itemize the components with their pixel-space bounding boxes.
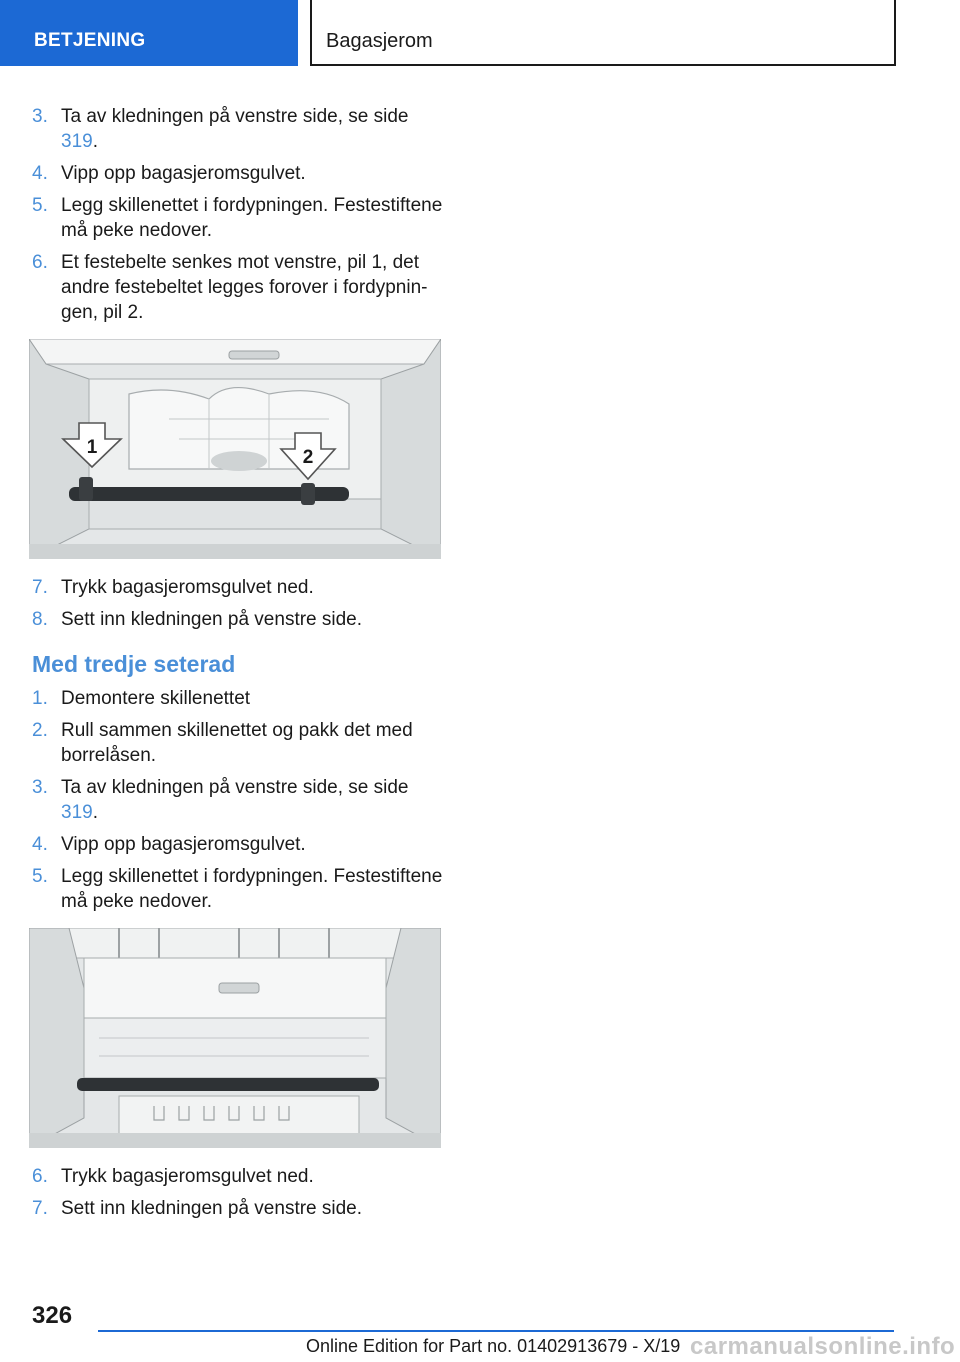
- step-text: Ta av kledningen på venstre side, se side: [61, 106, 409, 127]
- step-number: 2.: [32, 720, 48, 741]
- step-item: [32, 607, 444, 632]
- step-item: [32, 832, 444, 857]
- step-item: [32, 1196, 444, 1221]
- step-list-2: [32, 575, 444, 632]
- section-tab: [0, 0, 298, 66]
- page-header: [0, 0, 960, 66]
- step-text: Legg skillenettet i fordypningen. Festestiftene må peke nedover.: [61, 195, 443, 241]
- step-number: 5.: [32, 866, 48, 887]
- step-item: [32, 718, 444, 768]
- step-item: [32, 250, 444, 325]
- step-item: [32, 864, 444, 914]
- section-label: BETJENING: [34, 30, 146, 51]
- arrow-1-label: 1: [86, 437, 98, 458]
- chapter-title-box: [310, 0, 896, 66]
- step-item: 3. Ta av kledningen på venstre side, se side 319.: [32, 777, 409, 823]
- step-number: 7.: [32, 577, 48, 598]
- trunk-partition-net-illustration: [29, 339, 441, 559]
- step-list-3: [32, 686, 444, 914]
- step-list-4: [32, 1164, 444, 1221]
- chapter-title: Bagasjerom: [326, 30, 433, 52]
- step-text: Trykk bagasjeromsgulvet ned.: [61, 577, 314, 598]
- arrow-2-label: 2: [302, 447, 314, 468]
- page-reference-link[interactable]: 319: [61, 131, 93, 152]
- section-heading: Med tredje seterad: [32, 651, 236, 677]
- step-text: Sett inn kledningen på venstre side.: [61, 609, 363, 630]
- step-number: 7.: [32, 1198, 48, 1219]
- step-number: 4.: [32, 163, 48, 184]
- page-number: 326: [32, 1302, 73, 1329]
- step-text: Demontere skillenettet: [61, 688, 251, 709]
- strap-2: [301, 483, 315, 505]
- step-text: Legg skillenettet i fordypningen. Festestiftene må peke nedover.: [61, 866, 443, 912]
- step-number: 4.: [32, 834, 48, 855]
- main-content: [32, 104, 444, 1228]
- step-number: 5.: [32, 195, 48, 216]
- step-number: 6.: [32, 1166, 48, 1187]
- step-text: Ta av kledningen på venstre side, se side: [61, 777, 409, 798]
- page-reference-link[interactable]: 319: [61, 802, 93, 823]
- edition-info: Online Edition for Part no. 01402913679 - X/19: [306, 1336, 681, 1356]
- step-text: Trykk bagasjeromsgulvet ned.: [61, 1166, 314, 1187]
- footer-divider: [98, 1330, 894, 1332]
- step-number: 3.: [32, 777, 48, 798]
- partition-net-bar: [77, 1078, 379, 1091]
- step-item: 3. Ta av kledningen på venstre side, se side 319.: [32, 106, 409, 152]
- step-text: Vipp opp bagasjeromsgulvet.: [61, 163, 306, 184]
- step-number: 1.: [32, 688, 48, 709]
- step-item: [32, 686, 444, 711]
- watermark: carmanualsonline.info: [690, 1333, 956, 1360]
- step-text: Sett inn kledningen på venstre side.: [61, 1198, 363, 1219]
- step-item: [32, 161, 444, 186]
- step-text: Et festebelte senkes mot venstre, pil 1, det andre festebeltet legges forover i fordypningen, pil 2.: [61, 252, 428, 323]
- step-text: Vipp opp bagasjeromsgulvet.: [61, 834, 306, 855]
- step-item: [32, 193, 444, 243]
- strap-1: [79, 477, 93, 501]
- step-number: 3.: [32, 106, 48, 127]
- step-text: Rull sammen skillenettet og pakk det med borrelåsen.: [61, 720, 413, 766]
- step-list-1: [32, 104, 444, 325]
- trunk-third-row-illustration: [29, 928, 441, 1148]
- step-number: 8.: [32, 609, 48, 630]
- step-number: 6.: [32, 252, 48, 273]
- step-item: [32, 575, 444, 600]
- step-item: [32, 1164, 444, 1189]
